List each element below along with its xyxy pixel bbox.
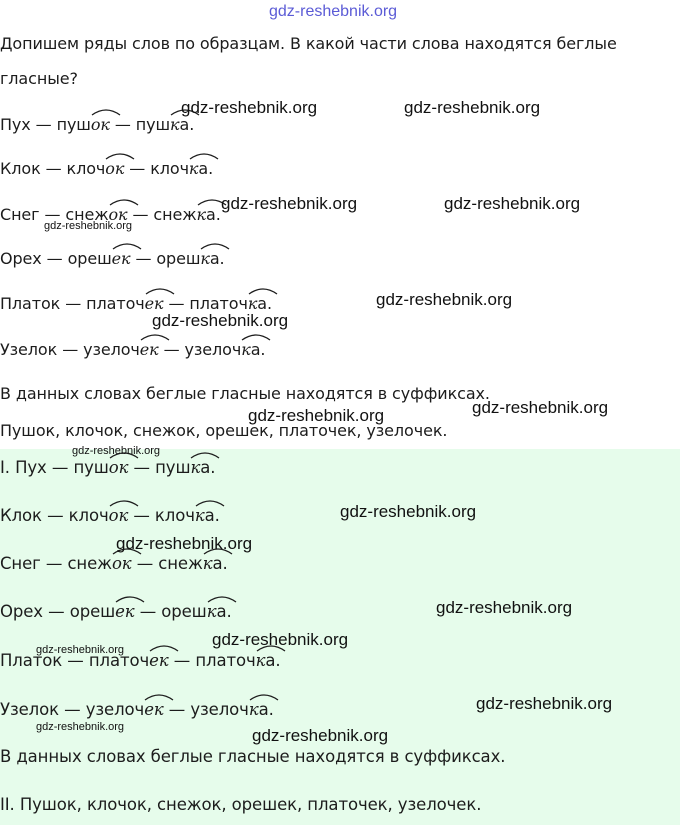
row-number: I. — [0, 458, 10, 477]
word-row — [0, 602, 232, 622]
suffix-mark — [112, 249, 131, 269]
suffix-mark — [256, 651, 266, 671]
dash: — — [46, 249, 63, 268]
word-row — [0, 159, 213, 179]
ending: а. — [265, 651, 281, 670]
task-text-line-2: гласные? — [0, 69, 78, 88]
base-word: Пух — [15, 458, 47, 477]
derived-word-stem: платоч — [189, 294, 248, 313]
suffix-mark — [144, 700, 163, 720]
suffix-mark — [105, 159, 124, 179]
suffix-text: к — [247, 294, 258, 313]
watermark: gdz-reshebnik.org — [340, 502, 477, 521]
watermark: gdz-reshebnik.org — [248, 406, 385, 425]
watermark: gdz-reshebnik.org — [152, 311, 289, 330]
dash: — — [45, 554, 63, 573]
derived-word-stem: пуш — [155, 458, 191, 477]
base-word: Платок — [0, 294, 61, 313]
word-row — [0, 249, 225, 269]
dash: — — [44, 205, 61, 224]
dash: — — [114, 115, 131, 134]
suffix-mark — [149, 651, 168, 671]
derived-word-stem: ореш — [161, 602, 207, 621]
derived-word-stem: платоч — [195, 651, 256, 670]
suffix-text: ек — [149, 651, 169, 670]
watermark: gdz-reshebnik.org — [72, 445, 161, 457]
base-word: Узелок — [0, 700, 59, 719]
base-word: Снег — [0, 554, 41, 573]
base-word: Орех — [0, 249, 42, 268]
dash: — — [163, 340, 180, 359]
watermark: gdz-reshebnik.org — [252, 726, 389, 745]
suffix-mark — [115, 602, 134, 622]
dash: — — [48, 602, 65, 621]
dash: — — [135, 249, 152, 268]
ending: а. — [179, 115, 195, 134]
section1-conclusion: В данных словах беглые гласные находятся в суффиксах. — [0, 384, 490, 403]
dash: — — [133, 506, 150, 525]
derived-word-stem: снеж — [67, 554, 112, 573]
suffix-mark — [109, 458, 129, 478]
ending: а. — [250, 340, 266, 359]
suffix-mark — [112, 554, 132, 574]
watermark: gdz-reshebnik.org — [212, 630, 349, 649]
watermark: gdz-reshebnik.org — [476, 694, 613, 713]
base-word: Пух — [0, 115, 31, 134]
derived-word-stem: пуш — [135, 115, 171, 134]
derived-word-stem: платоч — [86, 294, 145, 313]
watermark: gdz-reshebnik.org — [269, 3, 398, 20]
word-row — [0, 554, 228, 574]
suffix-text: к — [190, 458, 201, 477]
base-word: Клок — [0, 159, 41, 178]
base-word: Платок — [0, 651, 63, 670]
suffix-text: к — [241, 340, 251, 359]
task-text-line-1: Допишем ряды слов по образцам. В какой части слова находятся беглые — [0, 34, 617, 53]
watermark: gdz-reshebnik.org — [181, 98, 318, 117]
derived-word-stem: пуш — [56, 115, 91, 134]
suffix-mark — [197, 205, 206, 225]
watermark: gdz-reshebnik.org — [36, 721, 125, 733]
word-row — [0, 458, 215, 478]
suffix-mark — [140, 340, 159, 360]
dash: — — [67, 651, 84, 670]
suffix-text: ок — [108, 205, 128, 224]
suffix-mark — [195, 506, 205, 526]
ending: а. — [206, 205, 221, 224]
suffix-text: ек — [115, 602, 135, 621]
suffix-text: ок — [90, 115, 110, 134]
word-row — [0, 506, 220, 526]
suffix-mark — [190, 458, 200, 478]
derived-word-stem: узелоч — [190, 700, 249, 719]
suffix-mark — [189, 159, 198, 179]
suffix-mark — [249, 700, 259, 720]
suffix-text: к — [200, 249, 210, 268]
suffix-text: ек — [144, 700, 164, 719]
watermark: gdz-reshebnik.org — [376, 290, 513, 309]
suffix-text: к — [170, 115, 180, 134]
derived-word-stem: клоч — [154, 506, 195, 525]
dash: — — [45, 159, 62, 178]
derived-word-stem: узелоч — [83, 340, 140, 359]
derived-word-stem: снеж — [65, 205, 109, 224]
base-word: Снег — [0, 205, 40, 224]
watermark: gdz-reshebnik.org — [472, 398, 609, 417]
suffix-text: ок — [105, 159, 125, 178]
suffix-mark — [200, 249, 209, 269]
ending: а. — [212, 554, 228, 573]
suffix-text: к — [194, 506, 205, 525]
watermark: gdz-reshebnik.org — [44, 220, 133, 232]
suffix-text: к — [188, 159, 199, 178]
watermark: gdz-reshebnik.org — [116, 534, 253, 553]
derived-word-stem: клоч — [68, 506, 109, 525]
dash: — — [173, 651, 191, 670]
suffix-text: ок — [108, 458, 129, 477]
watermark: gdz-reshebnik.org — [36, 644, 125, 656]
dash: — — [47, 506, 64, 525]
derived-word-stem: ореш — [69, 602, 116, 621]
derived-word-stem: клоч — [66, 159, 106, 178]
derived-word-stem: узелоч — [85, 700, 145, 719]
dash: — — [132, 205, 149, 224]
word-row — [0, 700, 274, 720]
derived-word-stem: ореш — [156, 249, 201, 268]
dash: — — [65, 294, 82, 313]
ending: а. — [216, 602, 232, 621]
dash: — — [51, 458, 69, 477]
dash: — — [168, 700, 186, 719]
suffix-text: к — [255, 651, 266, 670]
suffix-text: ок — [108, 506, 129, 525]
ending: а. — [200, 458, 216, 477]
ending: а. — [204, 506, 220, 525]
suffix-text: к — [202, 554, 213, 573]
base-word: Узелок — [0, 340, 58, 359]
derived-word-stem: платоч — [88, 651, 150, 670]
derived-word-stem: ореш — [67, 249, 112, 268]
dash: — — [62, 340, 79, 359]
word-row — [0, 115, 194, 135]
watermark: gdz-reshebnik.org — [436, 598, 573, 617]
ending: а. — [198, 159, 214, 178]
dash: — — [139, 602, 157, 621]
ending: а. — [257, 294, 272, 313]
dash: — — [64, 700, 81, 719]
watermark: gdz-reshebnik.org — [444, 194, 581, 213]
suffix-mark — [207, 602, 217, 622]
dash: — — [129, 159, 146, 178]
suffix-text: к — [248, 700, 259, 719]
derived-word-stem: клоч — [150, 159, 189, 178]
suffix-text: к — [206, 602, 217, 621]
base-word: Орех — [0, 602, 43, 621]
suffix-mark — [241, 340, 250, 360]
ending: а. — [258, 700, 274, 719]
derived-word-stem: снеж — [153, 205, 197, 224]
suffix-text: ек — [139, 340, 159, 359]
ending: а. — [209, 249, 225, 268]
section1-word-list: Пушок, клочок, снежок, орешек, платочек, узелочек. — [0, 421, 448, 440]
suffix-mark — [170, 115, 179, 135]
word-row — [0, 340, 265, 360]
watermark: gdz-reshebnik.org — [221, 194, 358, 213]
dash: — — [35, 115, 52, 134]
suffix-mark — [203, 554, 213, 574]
suffix-text: ек — [111, 249, 131, 268]
suffix-mark — [91, 115, 110, 135]
suffix-text: к — [196, 205, 207, 224]
dash: — — [168, 294, 185, 313]
watermark: gdz-reshebnik.org — [404, 98, 541, 117]
suffix-text: ок — [111, 554, 132, 573]
section2-conclusion: В данных словах беглые гласные находятся в суффиксах. — [0, 747, 506, 766]
dash: — — [133, 458, 150, 477]
dash: — — [136, 554, 154, 573]
section2-word-list: II. Пушок, клочок, снежок, орешек, платочек, узелочек. — [0, 795, 482, 814]
derived-word-stem: узелоч — [184, 340, 242, 359]
suffix-mark — [109, 506, 129, 526]
suffix-text: ек — [144, 294, 164, 313]
derived-word-stem: пуш — [73, 458, 109, 477]
base-word: Клок — [0, 506, 42, 525]
derived-word-stem: снеж — [158, 554, 203, 573]
